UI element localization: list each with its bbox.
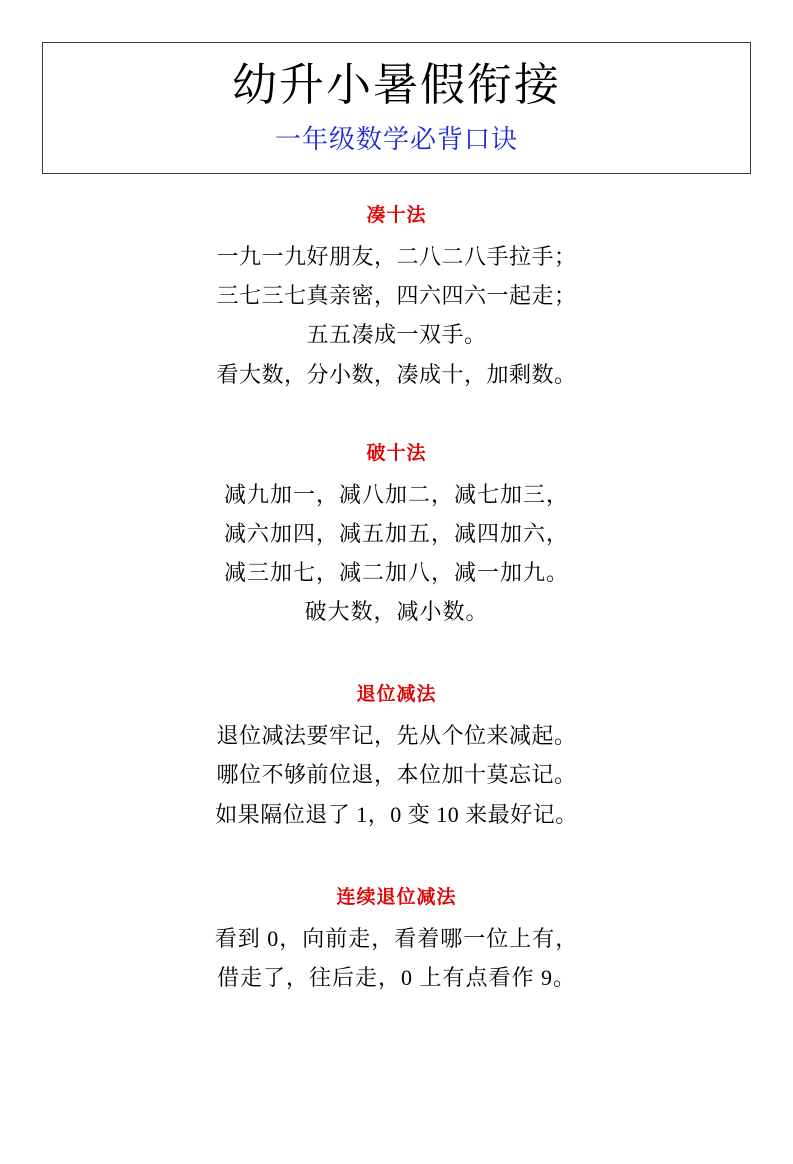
section-cou-shi-fa [40, 200, 753, 394]
document-page [0, 42, 793, 1164]
section-line: 三七三七真亲密，四六四六一起走； [216, 283, 577, 309]
section-line: 减六加四，减五加五，减四加六， [223, 520, 569, 546]
section-line: 如果隔位退了 1，0 变 10 来最好记。 [215, 801, 578, 827]
section-line: 看大数，分小数，凑成十，加剩数。 [216, 361, 577, 387]
section-line: 一九一九好朋友，二八二八手拉手； [216, 244, 577, 270]
section-line: 借走了，往后走，0 上有点看作 9。 [216, 964, 576, 990]
section-heading: 凑十法 [366, 205, 427, 227]
section-po-shi-fa [40, 438, 753, 632]
section-heading: 退位减法 [356, 684, 437, 706]
section-line: 看到 0，向前走，看着哪一位上有， [214, 925, 579, 951]
section-tui-wei-jian-fa [40, 679, 753, 833]
section-line: 五五凑成一双手。 [306, 322, 487, 348]
page-subtitle: 一年级数学必背口诀 [274, 125, 518, 155]
section-line: 破大数，减小数。 [304, 599, 489, 625]
section-line: 减三加七，减二加八，减一加九。 [223, 559, 569, 585]
section-lianxu-tuiwei-jianfa [40, 882, 753, 997]
page-title: 幼升小暑假衔接 [231, 60, 561, 110]
section-line: 减九加一，减八加二，减七加三， [223, 481, 569, 507]
section-heading: 破十法 [366, 442, 427, 464]
section-line: 哪位不够前位退，本位加十莫忘记。 [216, 762, 577, 788]
section-heading: 连续退位减法 [336, 886, 457, 908]
section-line: 退位减法要牢记，先从个位来减起。 [216, 723, 577, 749]
title-banner [42, 42, 751, 174]
